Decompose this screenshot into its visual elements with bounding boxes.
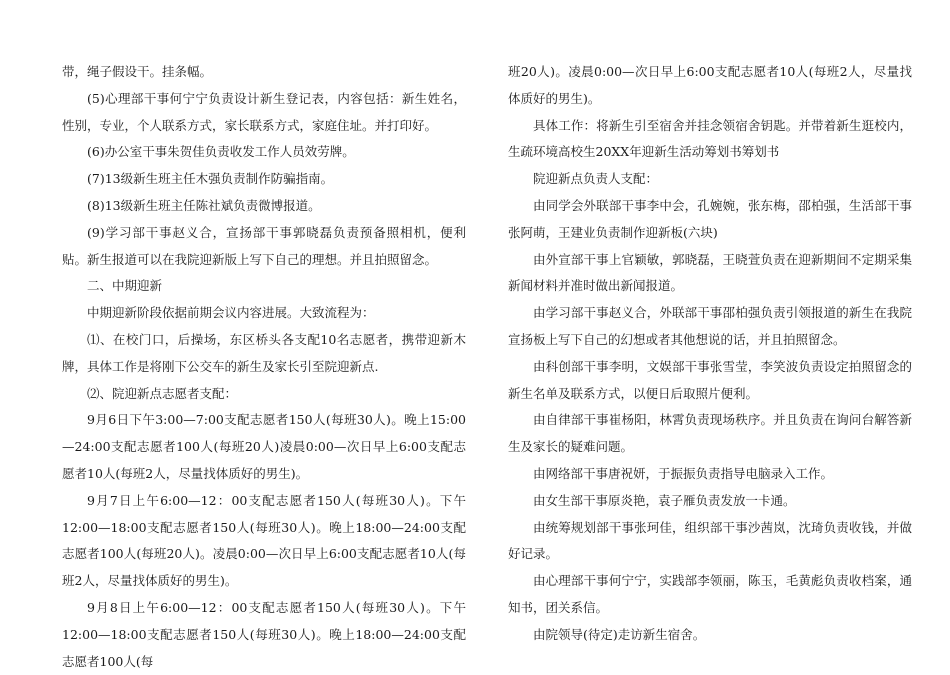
- paragraph: 由自律部干事崔杨阳，林霄负责现场秩序。并且负责在询问台解答新生及家长的疑难问题。: [508, 412, 912, 455]
- paragraph: 9月8日上午6:00—12：00支配志愿者150人(每班30人)。下午12:00—18:00支配志愿者150人(每班30人)。晚上18:00—24:00支配志愿者100人(每: [62, 599, 466, 669]
- paragraph: 9月6日下午3:00—7:00支配志愿者150人(每班30人)。晚上15:00—24:00支配志愿者100人(每班20人)凌晨0:00—次日早上6:00支配志愿者10人(每班2人，尽量找体质好的男生)。: [62, 412, 466, 481]
- paragraph: (9)学习部干事赵义合，宣扬部干事郭晓磊负责预备照相机，便利贴。新生报道可以在我院迎新版上写下自己的理想。并且拍照留念。: [62, 224, 466, 267]
- paragraph: 由科创部干事李明，文娱部干事张雪莹，李笑波负责设定拍照留念的新生名单及联系方式，以便日后取照片便利。: [508, 358, 912, 401]
- paragraph: 9月7日上午6:00—12：00支配志愿者150人(每班30人)。下午12:00—18:00支配志愿者150人(每班30人)。晚上18:00—24:00支配志愿者100人(每班20人)。凌晨0:00—次日早上6:00支配志愿者10人(每班2人，尽量找体质好的男生)。: [62, 492, 466, 589]
- paragraph: (8)13级新生班主任陈社斌负责微博报道。: [87, 197, 321, 213]
- paragraph: 具体工作：将新生引至宿舍并挂念领宿舍钥匙。并带着新生逛校内，生疏环境高校生20XX年迎新生活动筹划书筹划书: [508, 117, 912, 160]
- section-heading: 二、中期迎新: [87, 278, 163, 294]
- paragraph: 带，绳子假设干。挂条幅。: [62, 64, 213, 79]
- paragraph: 由心理部干事何宁宁，实践部李领丽，陈玉，毛黄彪负责收档案，通知书，团关系信。: [508, 573, 912, 615]
- paragraph: 班20人)。凌晨0:00—次日早上6:00支配志愿者10人(每班2人，尽量找体质好的男生)。: [508, 64, 912, 106]
- paragraph: 由女生部干事原炎艳，袁子雁负责发放一卡通。: [533, 492, 796, 508]
- paragraph: ⑴、在校门口，后操场，东区桥头各支配10名志愿者，携带迎新木牌，具体工作是将刚下公交车的新生及家长引至院迎新点.: [62, 331, 466, 374]
- paragraph: (7)13级新生班主任木强负责制作防骗指南。: [87, 171, 334, 187]
- paragraph: 由网络部干事唐祝妍，于振振负责指导电脑录入工作。: [533, 465, 834, 481]
- paragraph: 由同学会外联部干事李中会，孔婉婉，张东梅，邵柏强，生活部干事张阿萌，王建业负责制作迎新板(六块): [508, 197, 912, 240]
- paragraph: (5)心理部干事何宁宁负责设计新生登记表，内容包括：新生姓名，性别，专业，个人联系方式，家长联系方式，家庭住址。并打印好。: [62, 90, 466, 133]
- paragraph: (6)办公室干事朱贺佳负责收发工作人员效劳牌。: [87, 144, 355, 160]
- left-column: [62, 59, 466, 675]
- paragraph: 由院领导(待定)走访新生宿舍。: [533, 626, 706, 642]
- paragraph: ⑵、院迎新点志愿者支配：: [87, 385, 238, 401]
- right-column: [508, 59, 912, 649]
- paragraph: 由学习部干事赵义合，外联部干事邵柏强负责引领报道的新生在我院宣扬板上写下自己的幻想或者其他想说的话，并且拍照留念。: [508, 305, 912, 347]
- paragraph: 由统筹规划部干事张珂佳，组织部干事沙茜岚，沈琦负责收钱，并做好记录。: [508, 519, 912, 562]
- paragraph: 院迎新点负责人支配：: [533, 171, 659, 187]
- paragraph: 由外宣部干事上官颖敏，郭晓磊，王晓萱负责在迎新期间不定期采集新闻材料并准时做出新闻报道。: [508, 251, 912, 294]
- paragraph: 中期迎新阶段依据前期会议内容进展。大致流程为：: [87, 305, 375, 321]
